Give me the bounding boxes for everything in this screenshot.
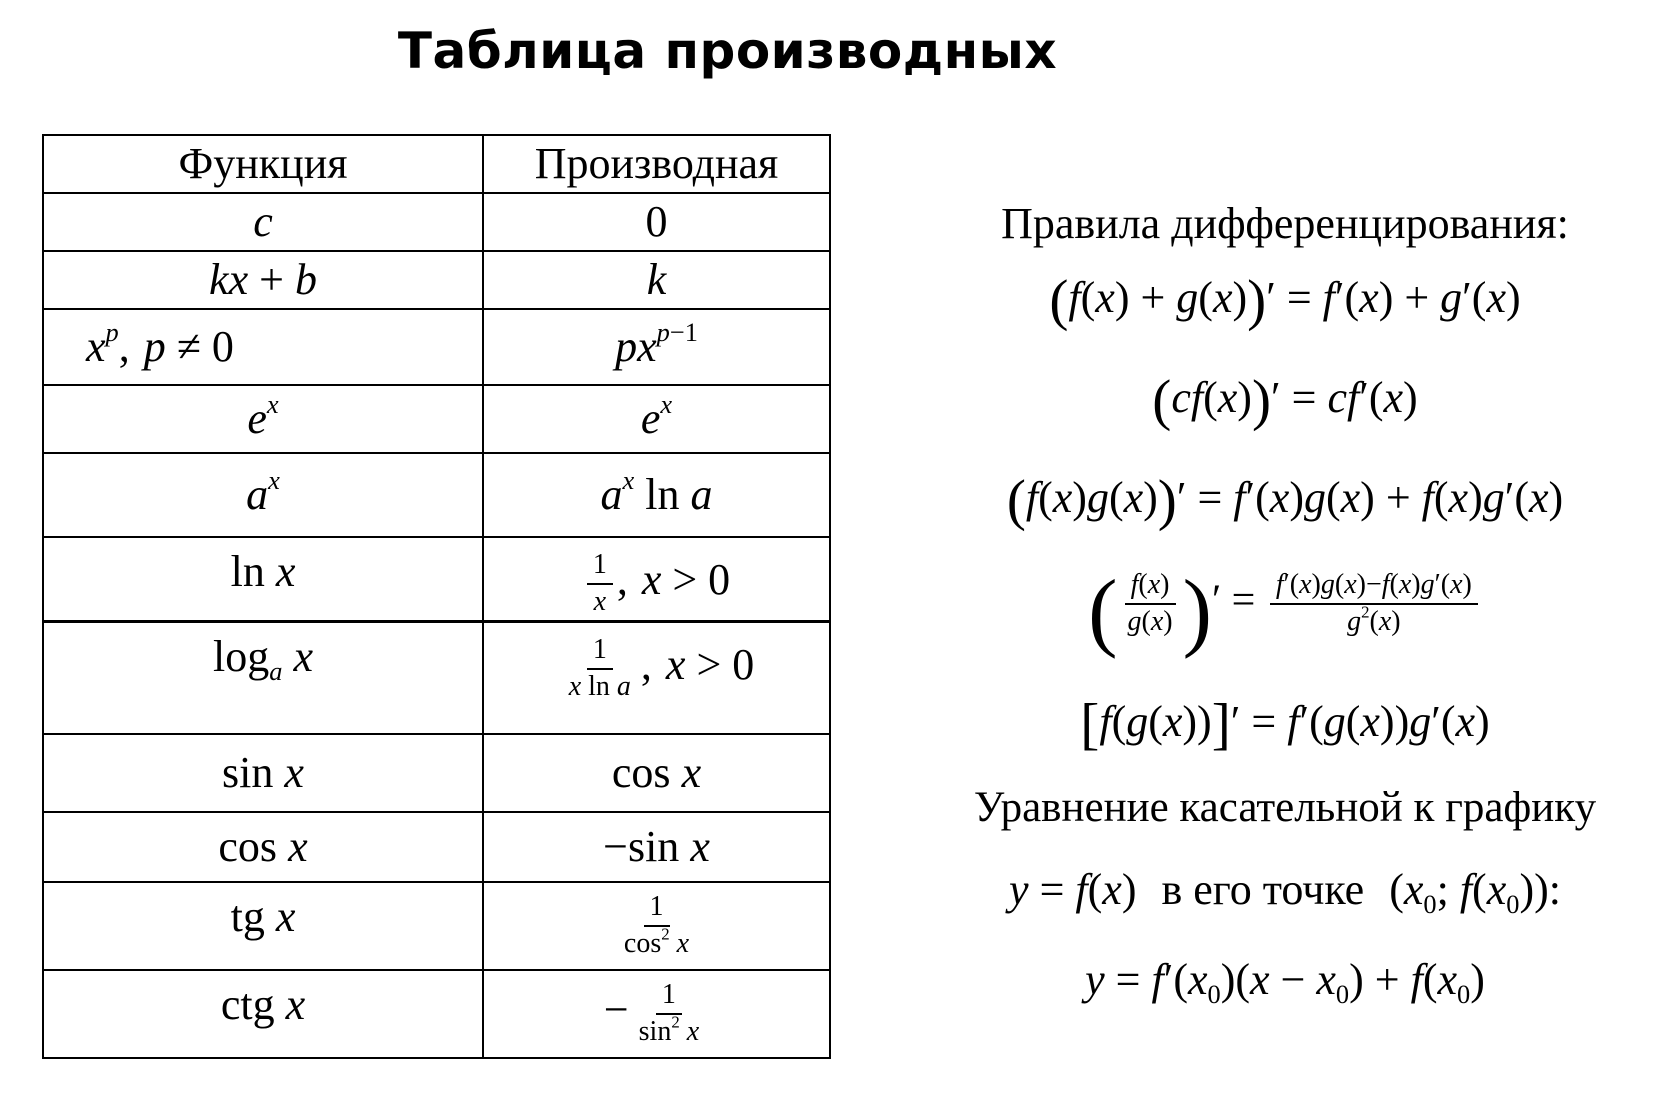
constant-rule-formula: (cf(x))′ = cf′(x) xyxy=(1152,368,1418,432)
product-rule-formula: (f(x)g(x))′ = f′(x)g(x) + f(x)g′(x) xyxy=(1006,468,1564,532)
tangent-equation-formula: $y = f'(x_0)(x - x_0) + f(x_0)$ xyxy=(1085,955,1485,1010)
header-function: Функция xyxy=(43,135,483,193)
header-derivative: Производная xyxy=(483,135,830,193)
table-row xyxy=(43,537,830,622)
cell-derivative: $\frac{1}{\cos^2 x}$ xyxy=(483,882,830,970)
table-row xyxy=(43,453,830,537)
cell-function: ln x xyxy=(43,537,483,622)
table-row xyxy=(43,251,830,309)
tangent-heading: Уравнение касательной к графику xyxy=(973,784,1597,831)
cell-function: ctg x xyxy=(43,970,483,1058)
cell-function: $x^p$, p ≠ 0 xyxy=(43,309,483,385)
table-row xyxy=(43,734,830,812)
cell-function: $e^x$ xyxy=(43,385,483,453)
cell-function: sin x xyxy=(43,734,483,812)
cell-derivative: $\frac{1}{\text{x ln a}}$ , x > 0 xyxy=(483,622,830,735)
tangent-point-line: y = f(x) в его точке ($x_0$; $f(x_0)$): xyxy=(1009,865,1561,920)
cell-derivative: $a^x$ ln a xyxy=(483,453,830,537)
table-row xyxy=(43,193,830,251)
cell-derivative: cos x xyxy=(483,734,830,812)
cell-derivative: −sin x xyxy=(483,812,830,882)
cell-function: $\log_a x$ xyxy=(43,622,483,735)
quotient-rule-formula: ( $\frac{f(x)}{g(x)}$ )′ = $\frac{f'(x)g(x)-f(x)g'(x)}{g^2(x)}$ xyxy=(900,570,1670,638)
table-row xyxy=(43,622,830,735)
table-row xyxy=(43,812,830,882)
table-row xyxy=(43,309,830,385)
page-title: Таблица производных xyxy=(397,22,1058,80)
cell-function: cos x xyxy=(43,812,483,882)
table-header-row xyxy=(43,135,830,193)
cell-derivative: $e^x$ xyxy=(483,385,830,453)
tangent-point-text: в его точке xyxy=(1161,865,1365,914)
table-row xyxy=(43,882,830,970)
chain-rule-formula: [f(g(x))]′ = f′(g(x))g′(x) xyxy=(1080,692,1490,756)
table-row xyxy=(43,385,830,453)
cell-function: kx + b xyxy=(43,251,483,309)
cell-derivative: k xyxy=(483,251,830,309)
cell-derivative: $px^{p-1}$ xyxy=(483,309,830,385)
derivatives-table xyxy=(42,134,831,1059)
table-row xyxy=(43,970,830,1058)
cell-function: tg x xyxy=(43,882,483,970)
cell-derivative: $\frac{1}{x}$ , x > 0 xyxy=(483,537,830,622)
sum-rule-formula: (f(x) + g(x))′ = f′(x) + g′(x) xyxy=(1049,268,1521,332)
cell-function: $a^x$ xyxy=(43,453,483,537)
rules-heading: Правила дифференцирования: xyxy=(1001,199,1569,248)
cell-derivative: 0 xyxy=(483,193,830,251)
cell-derivative: − $\frac{1}{\sin^2 x}$ xyxy=(483,970,830,1058)
cell-function: c xyxy=(43,193,483,251)
